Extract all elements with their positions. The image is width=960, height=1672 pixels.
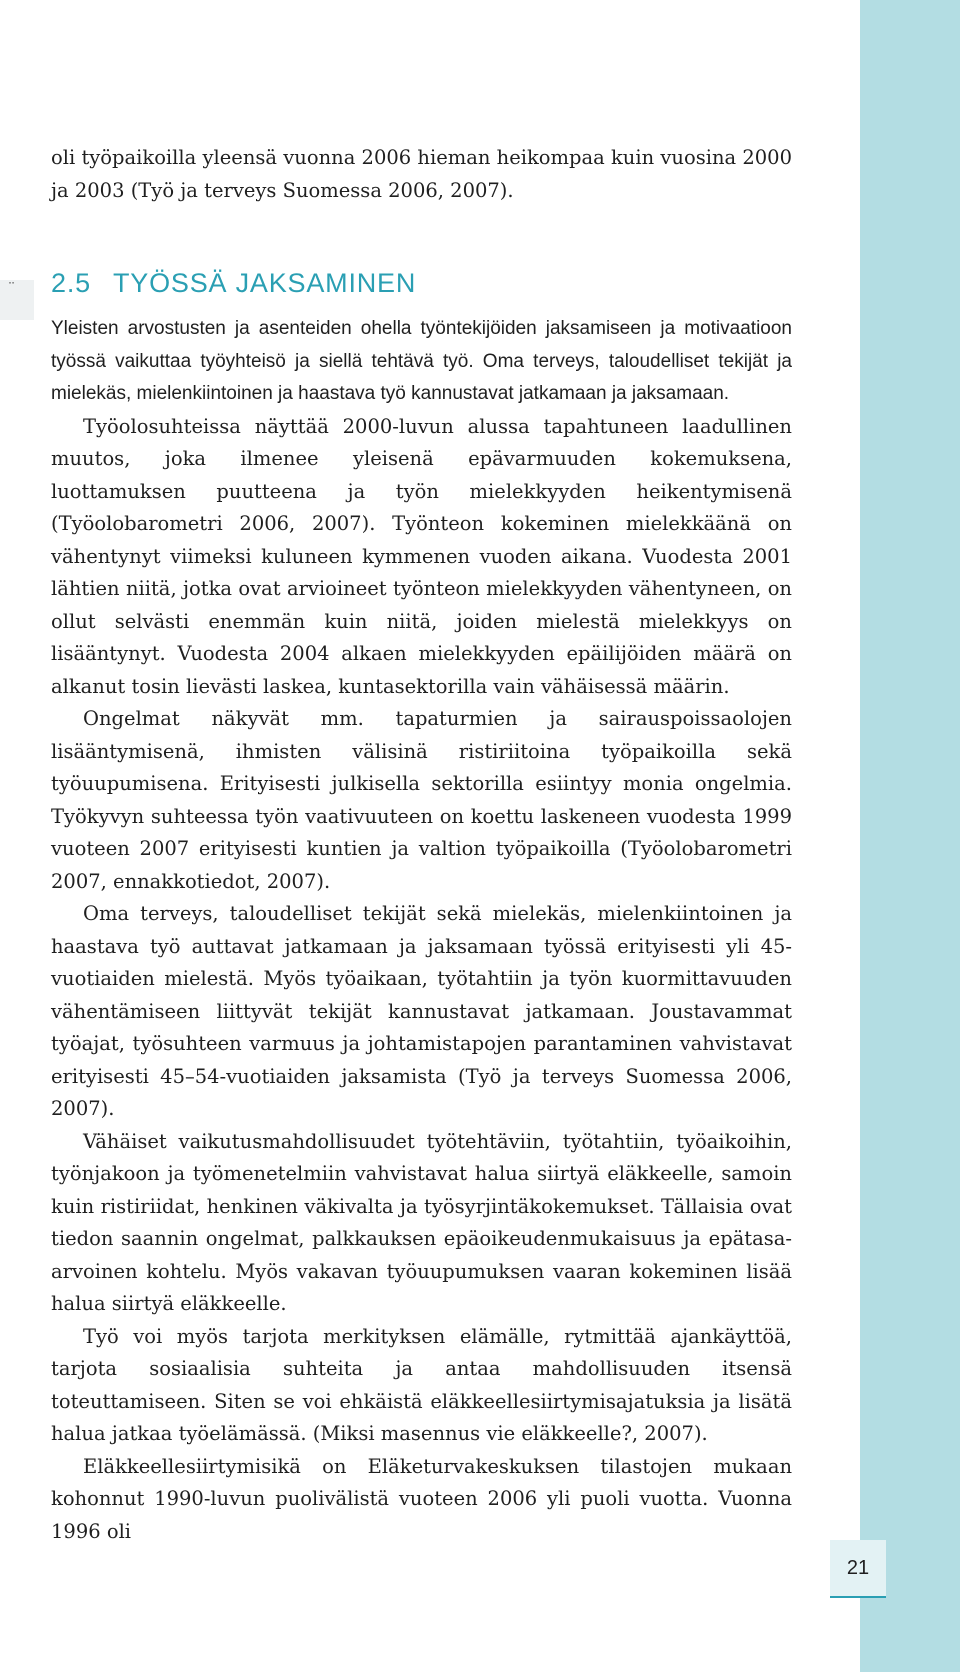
margin-marker-glyph: ¨: [9, 280, 16, 297]
body-paragraph-5: Vähäiset vaikutusmahdollisuudet työtehtäviin, työtahtiin, työaikoihin, työnjakoon ja työmenetelmiin vahvistavat halua siirtyä eläkkeelle, samoin kuin ristiriidat, henkinen väkivalta ja työsyrjintäkokemukset. Tällaisia ovat tiedon saannin ongelmat, palkkauksen epäoikeudenmukaisuus ja epätasa-arvoinen kohtelu. Myös vakavan työuupumuksen vaaran kokeminen lisää halua siirtyä eläkkeelle.: [51, 1129, 792, 1315]
page-number: [830, 1540, 886, 1598]
body-paragraph-4: Oma terveys, taloudelliset tekijät sekä mielekäs, mielenkiintoinen ja haastava työ auttavat jatkamaan ja jaksamaan työssä erityisesti yli 45-vuotiaiden mielestä. Myös työaikaan, työtahtiin ja työn kuormittavuuden vähentämiseen liittyvät tekijät kannustavat jatkamaan. Joustavammat työajat, työsuhteen varmuus ja johtamistapojen parantaminen vahvistavat erityisesti 45–54-vuotiaiden jaksamista (Työ ja terveys Suomessa 2006, 2007).: [51, 902, 792, 1120]
page-content: [51, 142, 792, 1548]
body-paragraph-1: Yleisten arvostusten ja asenteiden ohella työntekijöiden jaksamiseen ja motivaatioon työssä vaikuttaa työyhteisö ja siellä tehtävä työ. Oma terveys, taloudelliset tekijät ja mielekäs, mielenkiintoinen ja haastava työ kannustavat jatkamaan ja jaksamaan.: [51, 318, 792, 404]
body-paragraph-7: Eläkkeellesiirtymisikä on Eläketurvakeskuksen tilastojen mukaan kohonnut 1990-luvun puolivälistä vuoteen 2006 yli puoli vuotta. Vuonna 1996 oli: [51, 1454, 792, 1543]
section-number: 2.5: [51, 267, 91, 298]
body-paragraph-3: Ongelmat näkyvät mm. tapaturmien ja sairauspoissaolojen lisääntymisenä, ihmisten välisinä ristiriitoina työpaikoilla sekä työuupumisena. Erityisesti julkisella sektorilla esiintyy monia ongelmia. Työkyvyn suhteessa työn vaativuuteen on koettu laskeneen vuodesta 1999 vuoteen 2007 erityisesti kuntien ja valtion työpaikoilla (Työolobarometri 2007, ennakkotiedot, 2007).: [51, 707, 792, 893]
margin-marker: [0, 280, 34, 320]
side-color-band: [860, 0, 960, 1672]
body-paragraph-6: Työ voi myös tarjota merkityksen elämälle, rytmittää ajankäyttöä, tarjota sosiaalisia suhteita ja antaa mahdollisuuden itsensä toteuttamiseen. Siten se voi ehkäistä eläkkeellesiirtymisajatuksia ja lisätä halua jatkaa työelämässä. (Miksi masennus vie eläkkeelle?, 2007).: [51, 1324, 792, 1445]
section-title: TYÖSSÄ JAKSAMINEN: [113, 267, 417, 298]
intro-paragraph: oli työpaikoilla yleensä vuonna 2006 hieman heikompaa kuin vuosina 2000 ja 2003 (Työ ja terveys Suomessa 2006, 2007).: [51, 146, 792, 202]
body-paragraph-2: Työolosuhteissa näyttää 2000-luvun alussa tapahtuneen laadullinen muutos, joka ilmenee yleisenä epävarmuuden kokemuksena, luottamuksen puutteena ja työn mielekkyyden heikentymisenä (Työolobarometri 2006, 2007). Työnteon kokeminen mielekkäänä on vähentynyt viimeksi kuluneen kymmenen vuoden aikana. Vuodesta 2001 lähtien niitä, jotka ovat arvioineet työnteon mielekkyyden vähentyneen, on ollut selvästi enemmän kuin niitä, joiden mielestä mielekkyys on lisääntynyt. Vuodesta 2004 alkaen mielekkyyden epäilijöiden määrä on alkanut tosin lievästi laskea, kuntasektorilla vain vähäisessä määrin.: [51, 414, 792, 698]
page-number-label: 21: [846, 1556, 870, 1579]
section-heading: [51, 261, 792, 305]
